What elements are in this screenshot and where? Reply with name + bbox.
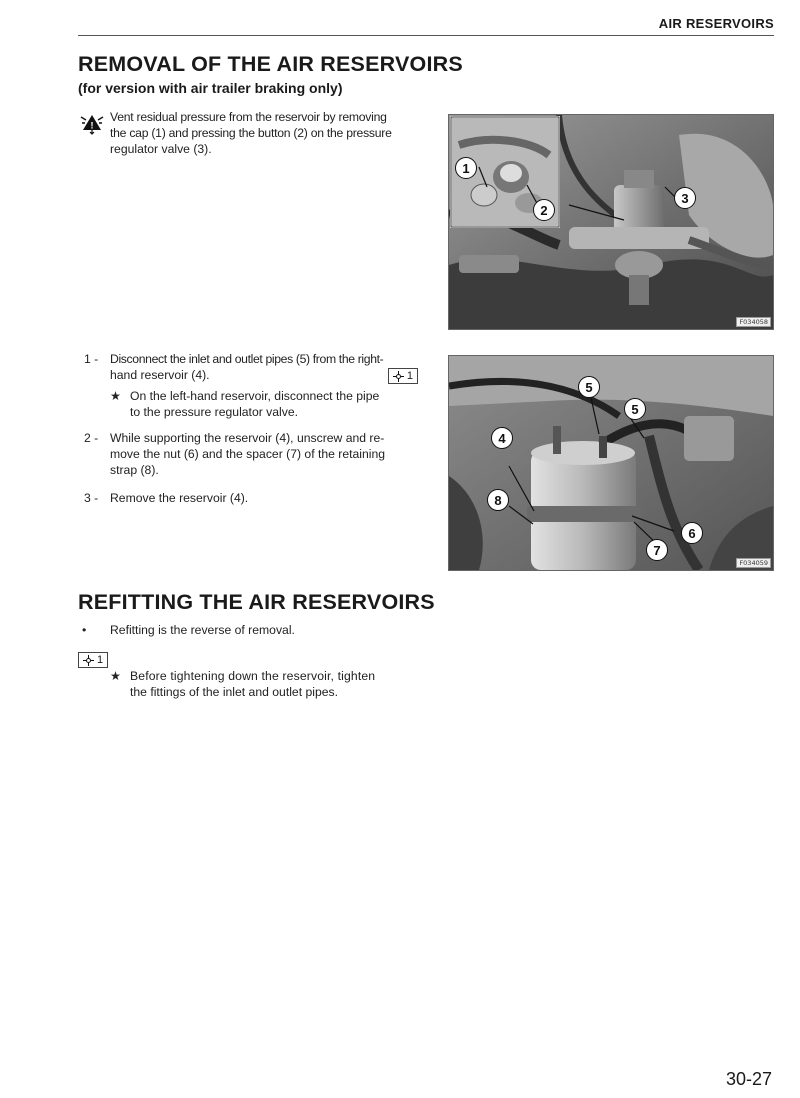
step-text xyxy=(110,490,418,506)
refitting-bullet xyxy=(80,622,420,640)
warning-text xyxy=(110,109,420,157)
star-mark: ★ xyxy=(110,389,121,403)
bullet-text: Refitting is the reverse of removal. xyxy=(110,623,295,637)
reference-number: 1 xyxy=(97,654,104,666)
callout-7: 7 xyxy=(646,539,668,561)
photo-code: F034058 xyxy=(736,317,771,327)
callout-8: 8 xyxy=(487,489,509,511)
pressure-regulator-photo xyxy=(448,114,774,330)
air-reservoir-photo xyxy=(448,355,774,571)
callout-6: 6 xyxy=(681,522,703,544)
step-line: Disconnect the inlet and outlet pipes (5) from the right- xyxy=(110,352,384,366)
step-text xyxy=(110,351,418,383)
reference-box xyxy=(388,368,418,384)
note-line: Before tightening down the reservoir, tighten xyxy=(130,669,376,683)
warning-line: regulator valve (3). xyxy=(110,142,212,156)
pressure-regulator-illustration xyxy=(449,115,773,329)
step-line: move the nut (6) and the spacer (7) of the retaining xyxy=(110,447,386,461)
step-2 xyxy=(78,430,418,480)
callout-4: 4 xyxy=(491,427,513,449)
fastening-reference-icon xyxy=(83,655,94,666)
callout-2: 2 xyxy=(533,199,555,221)
bullet-mark: • xyxy=(82,623,87,637)
refitting-note xyxy=(110,668,418,702)
callout-5a: 5 xyxy=(578,376,600,398)
page-number: 30-27 xyxy=(725,1069,772,1089)
warning-line: the cap (1) and pressing the button (2) on the pressure xyxy=(110,126,392,140)
callout-5b: 5 xyxy=(624,398,646,420)
photo-code: F034059 xyxy=(736,558,771,568)
step-3 xyxy=(78,490,418,508)
header-section-title: AIR RESERVOIRS xyxy=(658,16,774,31)
svg-text:!: ! xyxy=(90,120,94,131)
removal-title: REMOVAL OF THE AIR RESERVOIRS xyxy=(78,52,463,76)
reference-box xyxy=(78,652,108,668)
callout-1: 1 xyxy=(455,157,477,179)
warning-line: Vent residual pressure from the reservoir by removing xyxy=(110,110,387,124)
step-number: 2 - xyxy=(84,431,99,445)
reference-number: 1 xyxy=(406,370,413,382)
step-line: hand reservoir (4). xyxy=(110,368,210,382)
air-reservoir-illustration xyxy=(449,356,773,570)
star-mark: ★ xyxy=(110,669,121,683)
step-number: 3 - xyxy=(84,491,99,505)
removal-subtitle: (for version with air trailer braking only) xyxy=(78,80,343,96)
step-line: While supporting the reservoir (4), unscrew and re- xyxy=(110,431,385,445)
step-1 xyxy=(78,351,418,431)
fastening-reference-icon xyxy=(393,371,404,382)
step-text xyxy=(110,430,418,478)
step-line: strap (8). xyxy=(110,463,159,477)
step-number: 1 - xyxy=(84,352,99,366)
hazard-warning-icon xyxy=(80,113,104,135)
note-line: On the left-hand reservoir, disconnect the pipe xyxy=(130,389,380,403)
note-line: the fittings of the inlet and outlet pipes. xyxy=(130,685,339,699)
step-line: Remove the reservoir (4). xyxy=(110,491,249,505)
refitting-title: REFITTING THE AIR RESERVOIRS xyxy=(78,590,435,614)
header-rule xyxy=(78,35,774,36)
note-line: to the pressure regulator valve. xyxy=(130,405,299,419)
callout-3: 3 xyxy=(674,187,696,209)
